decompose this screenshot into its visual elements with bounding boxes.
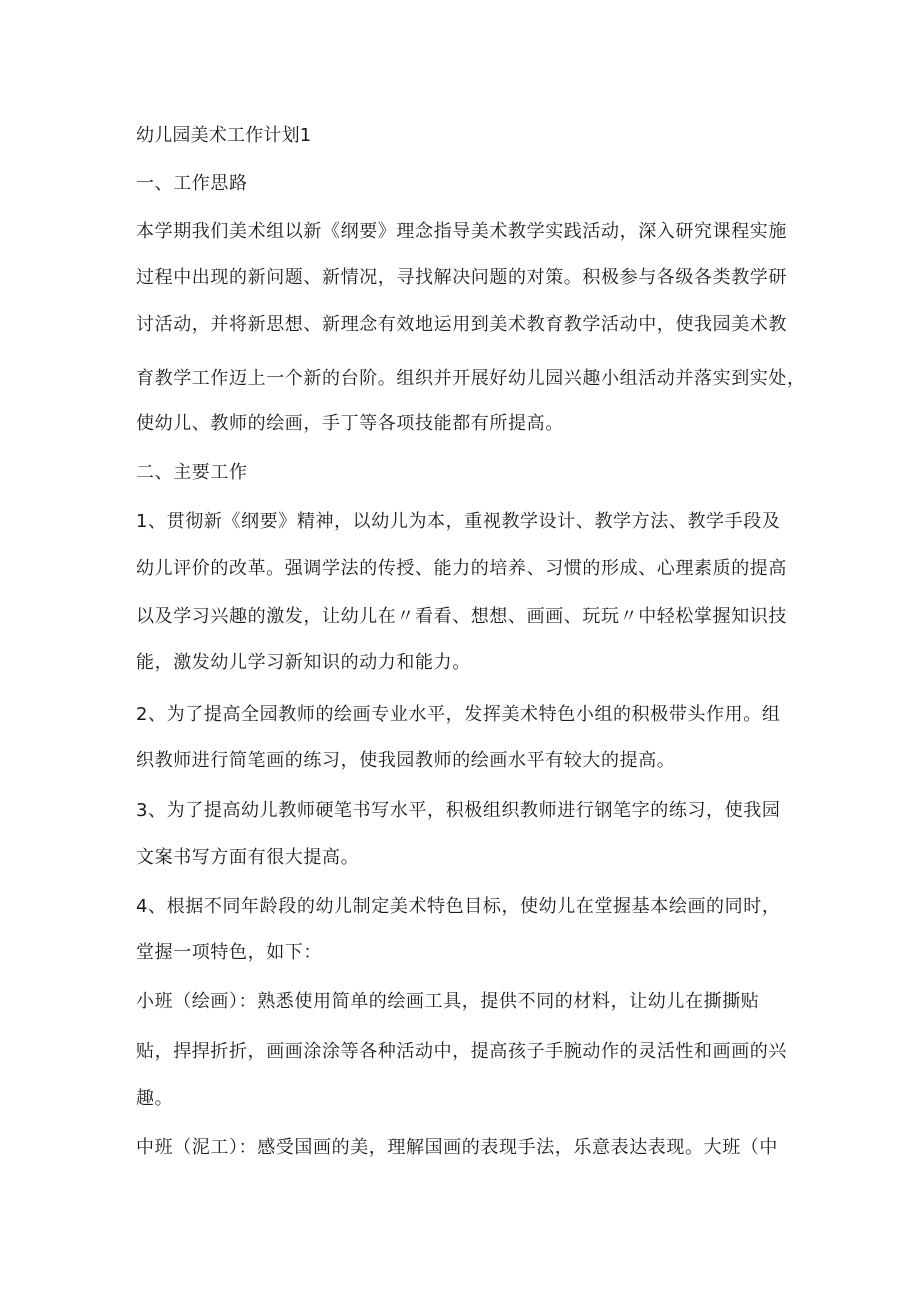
paragraph-line: 讨活动，并将新思想、新理念有效地运用到美术教育教学活动中，使我园美术教 [136,314,787,335]
paragraph-line: 织教师进行简笔画的练习，使我园教师的绘画水平有较大的提高。 [136,750,676,771]
paragraph-line: 小班（绘画）：熟悉使用简单的绘画工具，提供不同的材料，让幼儿在撕撕贴 [136,991,760,1012]
paragraph-line: 过程中出现的新问题、新情况，寻找解决问题的对策。积极参与各级各类教学研 [136,267,787,288]
paragraph-line: 1、贯彻新《纲要》精神，以幼儿为本，重视教学设计、教学方法、教学手段及 [136,511,781,532]
paragraph-line: 文案书写方面有很大提高。 [136,847,360,868]
paragraph-line: 以及学习兴趣的激发，让幼儿在〃看看、想想、画画、玩玩〃中轻松掌握知识技 [136,606,787,627]
paragraph-line: 堂握一项特色，如下： [136,942,322,963]
paragraph-line: 3、为了提高幼儿教师硬笔书写水平，积极组织教师进行钢笔字的练习，使我园 [136,800,781,821]
paragraph-line: 幼儿评价的改革。强调学法的传授、能力的培养、习惯的形成、心理素质的提高 [136,558,787,579]
paragraph-line: 育教学工作迈上一个新的台阶。组织并开展好幼儿园兴趣小组活动并落实到实处， [136,368,806,389]
paragraph-line: 2、为了提高全园教师的绘画专业水平，发挥美术特色小组的积极带头作用。组 [136,704,781,725]
document-title: 幼儿园美术工作计划1 [136,125,312,146]
paragraph-line: 贴，捍捍折折，画画涂涂等各种活动中，提高孩子手腕动作的灵活性和画画的兴 [136,1041,787,1062]
paragraph-line: 本学期我们美术组以新《纲要》理念指导美术教学实践活动，深入研究课程实施 [136,221,787,242]
paragraph-line: 使幼儿、教师的绘画，手丁等各项技能都有所提高。 [136,413,564,434]
section-heading: 一、工作思路 [136,173,248,194]
paragraph-line: 趣。 [136,1088,174,1109]
paragraph-line: 4、根据不同年龄段的幼儿制定美术特色目标，使幼儿在堂握基本绘画的同时， [136,896,781,917]
section-heading: 二、主要工作 [136,462,248,483]
paragraph-line: 能，激发幼儿学习新知识的动力和能力。 [136,652,471,673]
paragraph-line: 中班（泥工）：感受国画的美，理解国画的表现手法，乐意表达表现。大班（中 [136,1137,778,1158]
